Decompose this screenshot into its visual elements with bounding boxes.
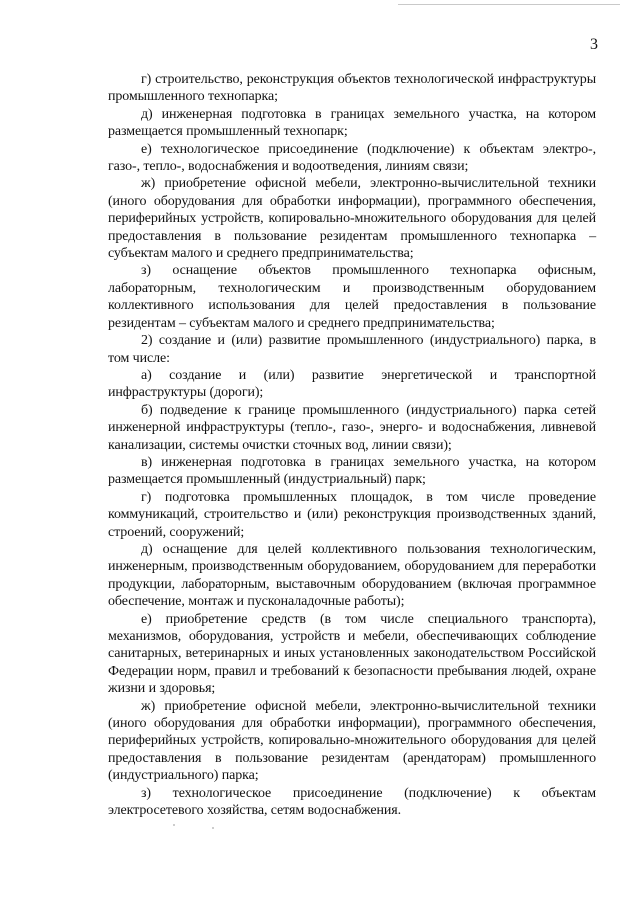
paragraph-tekhnologicheskoe-prisoedinenie: е) технологическое присоединение (подключение) к объектам электро-, газо-, тепло-, водоснабжения и водоотведения, линиям связи; bbox=[108, 141, 596, 175]
paragraph-inzhenernaya-podgotovka-park: в) инженерная подготовка в границах земельного участка, на котором размещается промышленный (индустриальный) парк; bbox=[108, 454, 596, 488]
paragraph-energeticheskaya-infrastruktura: а) создание и (или) развитие энергетической и транспортной инфраструктуры (дороги); bbox=[108, 367, 596, 401]
paragraph-inzhenernaya-podgotovka-tekhnopark: д) инженерная подготовка в границах земельного участка, на котором размещается промышленный технопарк; bbox=[108, 106, 596, 140]
paragraph-prisoedinenie-elektrosetevogo: з) технологическое присоединение (подключение) к объектам электросетевого хозяйства, сетям водоснабжения. bbox=[108, 785, 596, 819]
paragraph-podgotovka-ploshchadok: г) подготовка промышленных площадок, в том числе проведение коммуникаций, строительство и (или) реконструкция производственных зданий, строений, сооружений; bbox=[108, 489, 596, 540]
paragraph-priobretenie-mebeli-park: ж) приобретение офисной мебели, электронно-вычислительной техники (иного оборудования для обработки информации), программного обеспечения, периферийных устройств, копировально-множительного оборудования для целей предоставления в пользование резидентам (арендаторам) промышленного (индустриального) парка; bbox=[108, 698, 596, 784]
paragraph-priobretenie-sredstv: е) приобретение средств (в том числе специального транспорта), механизмов, оборудования, устройств и мебели, обеспечивающих соблюдение санитарных, ветеринарных и иных установленных законодательством Российской Федерации норм, правил и требований к безопасности пребывания людей, охране жизни и здоровья; bbox=[108, 611, 596, 697]
scan-edge-line bbox=[398, 4, 620, 5]
paragraph-priobretenie-mebeli-tekhnopark: ж) приобретение офисной мебели, электронно-вычислительной техники (иного оборудования для обработки информации), программного обеспечения, периферийных устройств, копировально-множительного оборудования для целей предоставления в пользование резидентам промышленного технопарка – субъектам малого и среднего предпринимательства; bbox=[108, 176, 596, 262]
paragraph-stroitelstvo-tekhnoparka: г) строительство, реконструкция объектов технологической инфраструктуры промышленного технопарка; bbox=[108, 72, 596, 105]
paragraph-podvedenie-setey: б) подведение к границе промышленного (индустриального) парка сетей инженерной инфраструктуры (тепло-, газо-, энерго- и водоснабжения, ливневой канализации, системы очистки сточных вод, линии связи); bbox=[108, 402, 596, 453]
scan-speck bbox=[212, 827, 214, 829]
paragraph-osnashchenie-kollektivnogo-polzovaniya: д) оснащение для целей коллективного пользования технологическим, инженерным, производственным оборудованием, оборудованием для переработки продукции, лабораторным, выставочным оборудованием (включая программное обеспечение, монтаж и пусконаладочные работы); bbox=[108, 541, 596, 610]
paragraph-sozdanie-industrialnogo-parka: 2) создание и (или) развитие промышленного (индустриального) парка, в том числе: bbox=[108, 333, 596, 366]
paragraph-osnashchenie-tekhnoparka: з) оснащение объектов промышленного технопарка офисным, лабораторным, технологическим и производственным оборудованием коллективного использования для целей предоставления в пользование резидентам – субъектам малого и среднего предпринимательства; bbox=[108, 263, 596, 331]
scan-speck bbox=[173, 824, 175, 826]
document-body bbox=[108, 71, 596, 819]
page-number: 3 bbox=[590, 36, 598, 53]
